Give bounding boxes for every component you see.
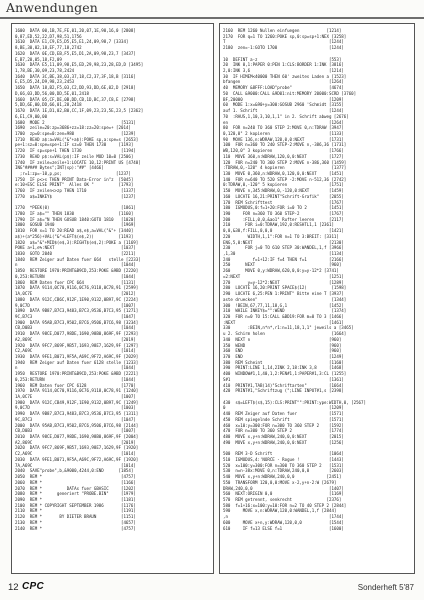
- code-line: 1810 FOR x=1 TO 20:READ a$,e$,a=VAL("&"+ [3440]: [15, 228, 134, 234]
- code-line: 0,253:RETURN [1044]: [15, 376, 136, 382]
- listing-frame-right: [219, 23, 415, 574]
- code-line: E,E5,D5,24,D9,98,23,2453: [15, 79, 75, 85]
- code-line: 1990 DATA 9B87,B7C3,9483,B7C3,9536,B7C3,95 [1311]: [15, 411, 139, 417]
- code-line: 2000 DATA 95AB,B7C3,9502,B7C6,9506,B7C6,98 [2144]: [15, 422, 139, 428]
- code-line: 100 FOR n=360 TO 240 STEP-2:MOVE n,-386,36 [1731]: [223, 142, 347, 148]
- code-line: 0,87,ED,52,22,D7,98,51,1756: [15, 33, 82, 39]
- code-line: 9,0C7D [1007]: [15, 302, 136, 308]
- magazine-logo: CPC: [22, 581, 45, 592]
- code-line: 1680 MODE 2 [5131]: [15, 119, 136, 125]
- code-line: 1800 GOSUB 1940 [1969]: [15, 222, 136, 228]
- code-line: 420 PRINT#1,"Schriftzug (";LINE INPUT#1,s [2398]: [223, 388, 344, 394]
- code-line: 1880 DATA 912C,CB6C,912F,1E90,9132,0B97,9C [2224]: [15, 296, 139, 302]
- code-line: 1860 REM Daten fuer CPC 664 [1131]: [15, 279, 136, 285]
- code-line: 1620 DATA 0E,CD,EB,F5,E5,D1,2A,09,98,23,7 [3437]: [15, 50, 136, 56]
- code-line: 480 MOVE x,y+n:WDRAW,240,0,0:NEXT [2015]: [223, 434, 344, 440]
- code-line: 2090 REM * [1181]: [15, 496, 136, 502]
- code-line: 50 CALL &9000:CALL &9D01:nit:MEMORY 20000:SCRD [3760]: [223, 90, 357, 96]
- code-line: 590 MOVE x,n:WDRAW,120,0:WANDEL,1,f [2844]: [223, 508, 337, 514]
- code-line: 1840 REM Zeiger auf Daten fuer 664 stelle [2233]: [15, 256, 141, 262]
- code-line: 1,78,BE,30,09,23,78,2424: [15, 68, 75, 74]
- code-line: 2040 SAVE"probe",b,&9000,4244,0:END [1854]: [15, 468, 134, 474]
- code-line: 20 INK 0,1:PAPER 0:PEN 1:CLS:BORDER 1:INK [3816]: [223, 62, 344, 68]
- code-line: 180 IGMODUS,0:f=1+20:FOR i=0 TO 2 [1451]: [223, 205, 344, 211]
- code-line: 2170 FOR q=1 TO 1260:POKE sp,0:sp=sp+1:NEX [3258]: [223, 33, 347, 39]
- code-line: 400 WINDOW#1,1,40,1,2:PEN#1,1:PAPER#1,3:CL [1255]: [223, 371, 347, 377]
- code-line: 490 MOVE x,y+n:WDRAW,240,0,0:NEXT [1256]: [223, 439, 344, 445]
- code-line: 550 TRANSFORM 120,0,0:MOVE x-2,y+n-2:W [2679]: [223, 479, 337, 485]
- code-line: 460 x=10:y=300:FOR n=300 TO 360 STEP 2 [1592]: [223, 422, 344, 428]
- code-line: 200 :FILL,0,0,&ao1" Rufter leeren [2117]: [223, 216, 344, 222]
- code-line: 120 FOR n=240 TO 360 STEP 2:MOVE n-386,360 [1459]: [223, 159, 347, 165]
- code-line: ;r=1:zp=-10,p,ps; [1237]: [15, 170, 131, 176]
- code-line: 10 DEFINT a-z [553]: [223, 56, 342, 62]
- code-line: 80 FOR n=240 TO 360 STEP 2:MOVE 0,n:TDRAW [3947]: [223, 125, 344, 131]
- code-line: 2050 REM * [4757]: [15, 474, 136, 480]
- code-line: 9C,B7C3 [1047]: [15, 416, 136, 422]
- code-line: 370 END [1249]: [223, 353, 344, 359]
- code-line: 290 LOCATE 6,25:PEN 1:PRINT" Bitte eine T [3937]: [223, 291, 344, 297]
- code-line: 1740 IF zeile=zeile+1:LOCATE 10,12:PRINT US [4740]: [15, 159, 141, 165]
- code-line: A2,869C [2019]: [15, 439, 136, 445]
- code-line: 60 MODE 1:x=&90+y=300:GOSUB 2960 'Schmidt [3155]: [223, 102, 344, 108]
- code-line: T [1244]: [223, 39, 344, 45]
- code-line: DRAW,240,0,0 [1407]: [223, 485, 344, 491]
- code-line: 6,E1,C9,00,00: [15, 113, 48, 119]
- code-line: ING"##### Bytes";INT(sp):"##" [4466]: [15, 165, 104, 171]
- code-line: 130 MOVE 0,360,n:WDRAW,0,120,0,0:NEXT [1451]: [223, 170, 344, 176]
- code-line: 2030 DATA 9FE1,B071,9F5A,A69C,9F72,A69C,9F [1920]: [15, 456, 139, 462]
- code-line: POKE a+1,e%:NEXT [1037]: [15, 245, 136, 251]
- code-line: 110 MOVE 360,n:WDRAW,120,0,0:NEXT [1727]: [223, 153, 344, 159]
- code-line: 1970 DATA 9114,0C70,9116,0C76,9118,0C78,91 [1240]: [15, 388, 139, 394]
- code-line: 1630 DATA E5,11,09,98,E5,ED,29,98,23,28,ED,D [3495]: [15, 62, 144, 68]
- code-line: 70 :RAUS,1,10,3,10,1,1" in 2. Schrift abweg [2676]: [223, 113, 349, 119]
- code-line: 7A,A69C [1014]: [15, 462, 136, 468]
- code-line: 1600 DATA 00,1B,7E,FE,01,20,07,1E,90,16,0 [2808]: [15, 28, 136, 33]
- code-line: 300 !BEIN,67,77,11,18,G,1 [1452]: [223, 302, 344, 308]
- code-line: 240 f=1+12:IF f=4 THEN f=1 [2166]: [223, 256, 344, 262]
- code-line: 360 END [960]: [223, 348, 342, 354]
- code-line: 0,120,0" 2 kopieren [1133]: [223, 130, 344, 136]
- code-line: 2020 DATA 9FC7,869F,9B57,1693,98E7,1629,9F [1920]: [15, 445, 139, 451]
- code-line: 500 REM 3-D Schrift [1064]: [223, 451, 344, 457]
- code-line: 5,DD,6E,00,DD,66,01,28,2418: [15, 102, 82, 108]
- code-line: 190 FOR n=360 TO 360 STEP-2 [1767]: [223, 211, 344, 216]
- code-line: 140 FOR n=640 TO 520 STEP -2:MOVE n-512,36 [2742]: [223, 176, 347, 182]
- code-line: 170 REM Schrifttest [1767]: [223, 199, 344, 205]
- code-line: 1980 DATA 912C,CB49,912F,1E90,9132,0B97,9C [1249]: [15, 399, 139, 405]
- code-line: 1900 DATA 95AB,B7C3,9502,B7C6,9506,B7C6,98 [3234]: [15, 319, 139, 325]
- code-line: 1960 REM Daten fuer CPC 6128 [1770]: [15, 382, 136, 388]
- code-line: pe+1:sz=0:spe=spe+1:IF sz=0 THEN 1730 [1193]: [15, 142, 134, 148]
- code-line: 2120 REM * BY DIETER BRAUN [1151]: [15, 514, 136, 520]
- code-line: CB,D0B3 [1044]: [15, 325, 136, 331]
- code-line: C2,A69C [1014]: [15, 451, 136, 457]
- code-line: 530 n=n-38x:MOVE 0,n:TDRAW,240,0,0 [2603]: [223, 468, 344, 474]
- code-line: aste druecken" [1344]: [223, 296, 347, 302]
- code-line: 600 MOVE x+n,y:WDRAW,120,0,0 [1544]: [223, 519, 344, 525]
- code-line: 1870 DATA 9114,0C70,9116,0C76,9118,0C78,91 [2599]: [15, 285, 139, 291]
- code-line: E,B7,20,05,18,F2,09: [15, 56, 62, 62]
- code-line: 230 FOR j=0 TO 610 STEP 30:WANDEL,1,f [3966]: [223, 245, 344, 251]
- code-line: en [1264]: [223, 119, 344, 125]
- code-line: 470 FOR n=300 TO 360 STEP 2 [1774]: [223, 428, 344, 434]
- code-line: 2080 REM * generiert "PROBE.BIN" [1979]: [15, 491, 136, 497]
- code-line: =2:NEXT [1251]: [223, 273, 344, 279]
- code-line: 350 WEND [960]: [223, 342, 342, 348]
- code-line: 270 y=y-12*2:NEXT [1289]: [223, 279, 344, 285]
- header-rule: [0, 17, 424, 19]
- code-line: 1710 READ a$:a=VAL("&"+a$):POKE sp,a:spe=s [2653]: [15, 136, 139, 142]
- code-line: 1750 IF p<>s THEN PRINT Data-Error in"z [5045]: [15, 176, 134, 182]
- code-line: 1830 GOTO 2040 [2211]: [15, 251, 136, 257]
- code-line: 450 REM spiegelnde Schrift [1571]: [223, 416, 344, 422]
- code-line: 410 PRINT#1,TAB(14)"Schriftarten" [1664]: [223, 382, 344, 388]
- code-line: ENG,5,0:NEXT [2130]: [223, 239, 344, 245]
- code-line: 1670 DATA 1E,D1,02,B0,CC,1F,09,23,23,5E,23,5 [2362]: [15, 108, 144, 114]
- code-line: 90 MOVE 136,n:WDRAW,120,0,0:NEXT [1731]: [223, 136, 344, 142]
- code-line: u 2. Schirm holen [1664]: [223, 331, 347, 337]
- code-line: 1700 zp=0:spe=0:zen=980 [1239]: [15, 130, 136, 136]
- section-heading: Anwendungen: [6, 0, 98, 15]
- code-line: 330 :BEIN,n*n*,r1:n=11,18,1,1" jeweils a [3465]: [223, 325, 354, 331]
- code-line: n [1044]: [15, 365, 136, 371]
- page-footer: [0, 579, 424, 597]
- code-line: 2,0:INK 3,6 [1214]: [223, 68, 344, 74]
- code-line: 1640 DATA 3C,BE,38,03,37,18,C2,37,3F,18,B [3116]: [15, 73, 136, 79]
- code-line: :NEXT [1461]: [223, 319, 344, 325]
- code-line: 0 [1209]: [223, 405, 344, 411]
- code-line: 250 NEXT [960]: [223, 262, 342, 268]
- code-line: auf 1. Schrift [1244]: [223, 108, 344, 114]
- code-line: 1850 RESTORE 1970:PRINT&B9CD,253:POKE &9BD [2220]: [15, 268, 139, 274]
- code-line: n [1044]: [15, 262, 136, 268]
- page-number: 12: [8, 582, 19, 593]
- code-line: 150 MOVE n,345:WDRAW,0,-120,0:NEXT [1459]: [223, 188, 344, 194]
- code-line: ,n [1744]: [223, 514, 344, 520]
- code-line: 1950 RESTORE 1970:PRINT&B9CD,253:POKE &9BD [2221]: [15, 371, 139, 377]
- code-line: 560 NEXT:ORIGIN 0,0 [1169]: [223, 491, 344, 497]
- code-line: 380 REM Scheint [1160]: [223, 359, 344, 365]
- code-line: ,1,30 [1134]: [223, 251, 344, 257]
- code-line: 0,0,&30,f:FILL,0,0,0 [1421]: [223, 228, 344, 234]
- code-line: 0,253:RETURN [1044]: [15, 273, 136, 279]
- code-line: 9,0C7D [1003]: [15, 405, 136, 411]
- code-line: 1790 IF a$="N THEN GOSUB 1840:GOTO 1810 [1020]: [15, 216, 136, 222]
- code-line: 1910 DATA 98CE,D077,98DE,1690,98B0,869F,9F [2293]: [15, 331, 139, 337]
- code-line: 2180 zen=-1:GOTO 1700 [1244]: [223, 45, 344, 51]
- code-line: 2070 REM * DATAs fuer GBASIC [1202]: [15, 485, 136, 491]
- code-line: 510 IGMODUS,4:'NORCE - Rogue ! [1443]: [223, 456, 344, 462]
- code-line: 1890 DATA 9B87,B7C3,9483,B7C3,9536,B7C3,95 [1271]: [15, 308, 139, 314]
- code-line: 2140 REM * [4757]: [15, 525, 136, 531]
- code-line: 8,BE,30,02,18,EF,77,18,2742: [15, 45, 82, 51]
- code-line: :TDRAW,0,-120" 4 kopieren [1377]: [223, 165, 347, 171]
- code-line: 2110 REM * [1191]: [15, 508, 136, 514]
- code-line: 160 LOCATE 16,21:PRINT"Schrift-Grafik" [2055]: [223, 193, 344, 199]
- code-line: 440 REM Zeiger auf Daten fuer [1571]: [223, 411, 344, 417]
- issue-label: Sonderheft 5'87: [357, 583, 414, 592]
- code-line: a$)+(a*256)+VAL("&"+LEFT$(e$,2)) [1193]: [15, 233, 134, 239]
- code-line: 1610 DATA E1,C9,E5,D5,E5,E1,24,09,98,7 [3334]: [15, 39, 129, 45]
- code-line: D,66,03,DD,56,00,DD,5E,01,2418: [15, 90, 89, 96]
- code-line: 280 LOCATE 16,20:PRINT SPACE$(12) [1598]: [223, 285, 347, 291]
- basic-listing-right: [223, 28, 412, 531]
- code-line: 570 REM getrennt, senkrecht [2376]: [223, 496, 342, 502]
- code-line: 340 NEXT n [960]: [223, 336, 342, 342]
- code-line: 610 IF f=13 ELSE f=1 [1600]: [223, 525, 344, 531]
- code-line: 1720 IF sp=spe+1 THEN 1730 [1194]: [15, 148, 136, 154]
- code-line: 310 WHILE INKEY$="":WEND [1374]: [223, 308, 347, 314]
- code-line: 320 FOR n=0 TO 15:CALL &BD19:FOR m=0 TO 3 [1466]: [223, 313, 344, 319]
- code-line: 580 f=1+16:x=100:y=10:FOR n=2 TO 40 STEP 2 [2844]: [223, 502, 347, 508]
- code-line: 1760 IF zeilen<>zp THEN 1710 [1337]: [15, 188, 136, 194]
- code-line: 1730 READ p$:s=VAL(p$):IF zeile MOD 10=0 [2506]: [15, 153, 134, 159]
- code-line: 430 s$=LEFT$(s$,15):CLS:PRINT"":PRINT:ype:WIDTH,0, [2567]: [223, 399, 366, 405]
- code-line: 0:TDRAW,0,-120" 5 kopieren [1751]: [223, 182, 344, 188]
- code-line: S#1 [1361]: [223, 376, 344, 382]
- code-line: 260 MOVE 0,y:WDRAW,620,0,0:y=y-12*2 [3741]: [223, 268, 339, 274]
- code-line: 9C,B7C3 [1047]: [15, 313, 136, 319]
- code-line: 1A,0C7E [1007]: [15, 394, 136, 399]
- code-line: 1A,0C7E [2012]: [15, 291, 136, 297]
- code-line: 30 IF HIMEM<40000 THEN 60' zweites Laden a [1523]: [223, 73, 347, 79]
- code-line: 1780 IF a$="" THEN 1830 [1160]: [15, 211, 134, 216]
- code-line: 1770 a$=INKEY$ [1237]: [15, 193, 136, 199]
- code-line: 220 WIDTH,1,1":FOR n=1 TO 3:BREIT: [3311]: [223, 233, 339, 239]
- code-line: 210 FOR i=0:TDRAW,192,0:RESHTL1,1 [2361]: [223, 222, 334, 228]
- code-line: 520 x=100:y=300:FOR n=300 TO 360 STEP 2 [1531]: [223, 462, 344, 468]
- code-line: 1660 DATA 05,CF,DE,0B,DD,CB,1D,BC,37,C8,E [2798]: [15, 96, 136, 102]
- code-line: C2,A69C [1014]: [15, 348, 136, 354]
- code-line: 1940 REM Zeiger auf Daten fuer 6128 stelle [1233]: [15, 359, 139, 365]
- code-line: 2100 REM * COPYRIGHT SEPTEMBER 1986 [1176]: [15, 502, 136, 508]
- basic-listing-left: [15, 28, 211, 531]
- code-line: 40 MEMORY &8FFF:LOAD"probe" [4674]: [223, 85, 344, 91]
- code-line: 1820 a$="&"+MID$(e$,3):RIGHT$(e$,2):POKE a [1169]: [15, 239, 139, 245]
- code-line: bfangen [1264]: [223, 79, 344, 85]
- code-line: 2130 REM * [4657]: [15, 519, 136, 525]
- code-line: 1690 zeile=20:zp=3686+zz=18:zz=20:spe=+ [2014]: [15, 125, 131, 131]
- code-line: BF,20000 [1209]: [223, 96, 344, 102]
- code-line: 1920 DATA 9FC7,869F,9B57,1693,98E7,1629,9F [1297]: [15, 342, 139, 348]
- code-line: 2060 REM * [1166]: [15, 479, 136, 485]
- code-line: 390 PRINT:LINE 1,14,2INK 2,18:INK 3,8 [1468]: [223, 365, 344, 371]
- code-line: 2010 DATA 98CE,D077,98DE,1690,98B0,869F,9F [2004]: [15, 434, 139, 440]
- code-line: 1770 *PEEK(0) [1861]: [15, 205, 136, 211]
- code-line: 2160 REM 1260 Nullen einfuegen [1214]: [223, 28, 342, 33]
- code-line: 1650 DATA 18,B2,F5,03,C2,DD,93,DD,6E,02,D [2918]: [15, 85, 136, 91]
- code-line: e:10+ESC ELSE PRINT" Alles OK " [1793]: [15, 182, 134, 188]
- code-line: 1930 DATA 9FE1,B071,9F5A,A69C,9F72,A69C,9F [2029]: [15, 353, 139, 359]
- code-line: CB,D0B3 [1007]: [15, 428, 136, 434]
- code-line: WB,120,0" 3 kopieren [1766]: [223, 148, 344, 154]
- code-line: A2,869C [2019]: [15, 336, 136, 342]
- code-line: 540 MOVE x,y+n:WDRAW,240,0,0 [2451]: [223, 474, 342, 480]
- listing-frame-left: [11, 23, 214, 574]
